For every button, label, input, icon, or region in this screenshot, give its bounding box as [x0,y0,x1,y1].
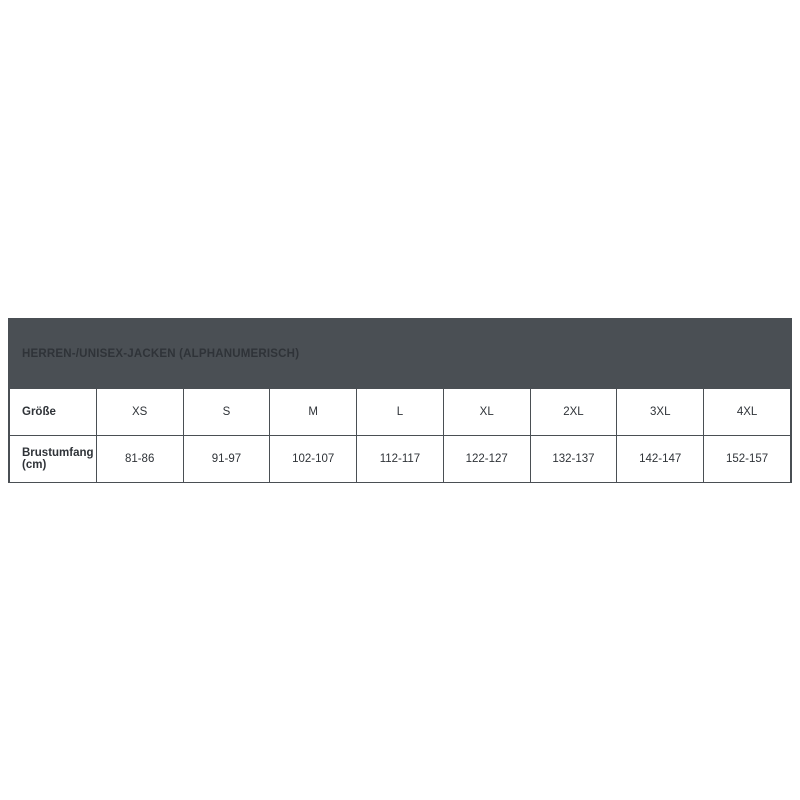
size-xl: XL [443,389,530,436]
size-table [9,319,791,482]
size-xs: XS [96,389,183,436]
size-2xl: 2XL [530,389,617,436]
chest-2xl: 132-137 [530,436,617,483]
size-m: M [270,389,357,436]
row-label-size: Größe [10,389,97,436]
chest-3xl: 142-147 [617,436,704,483]
size-4xl: 4XL [704,389,791,436]
table-row [10,389,791,436]
size-l: L [357,389,444,436]
chest-4xl: 152-157 [704,436,791,483]
row-label-chest: Brustumfang (cm) [10,436,97,483]
chest-xs: 81-86 [96,436,183,483]
table-row [10,436,791,483]
chest-l: 112-117 [357,436,444,483]
chest-m: 102-107 [270,436,357,483]
chest-s: 91-97 [183,436,270,483]
size-chart-table [8,318,792,483]
table-title-row [10,320,791,389]
table-title: HERREN-/UNISEX-JACKEN (ALPHANUMERISCH) [10,320,791,389]
size-s: S [183,389,270,436]
size-3xl: 3XL [617,389,704,436]
chest-xl: 122-127 [443,436,530,483]
